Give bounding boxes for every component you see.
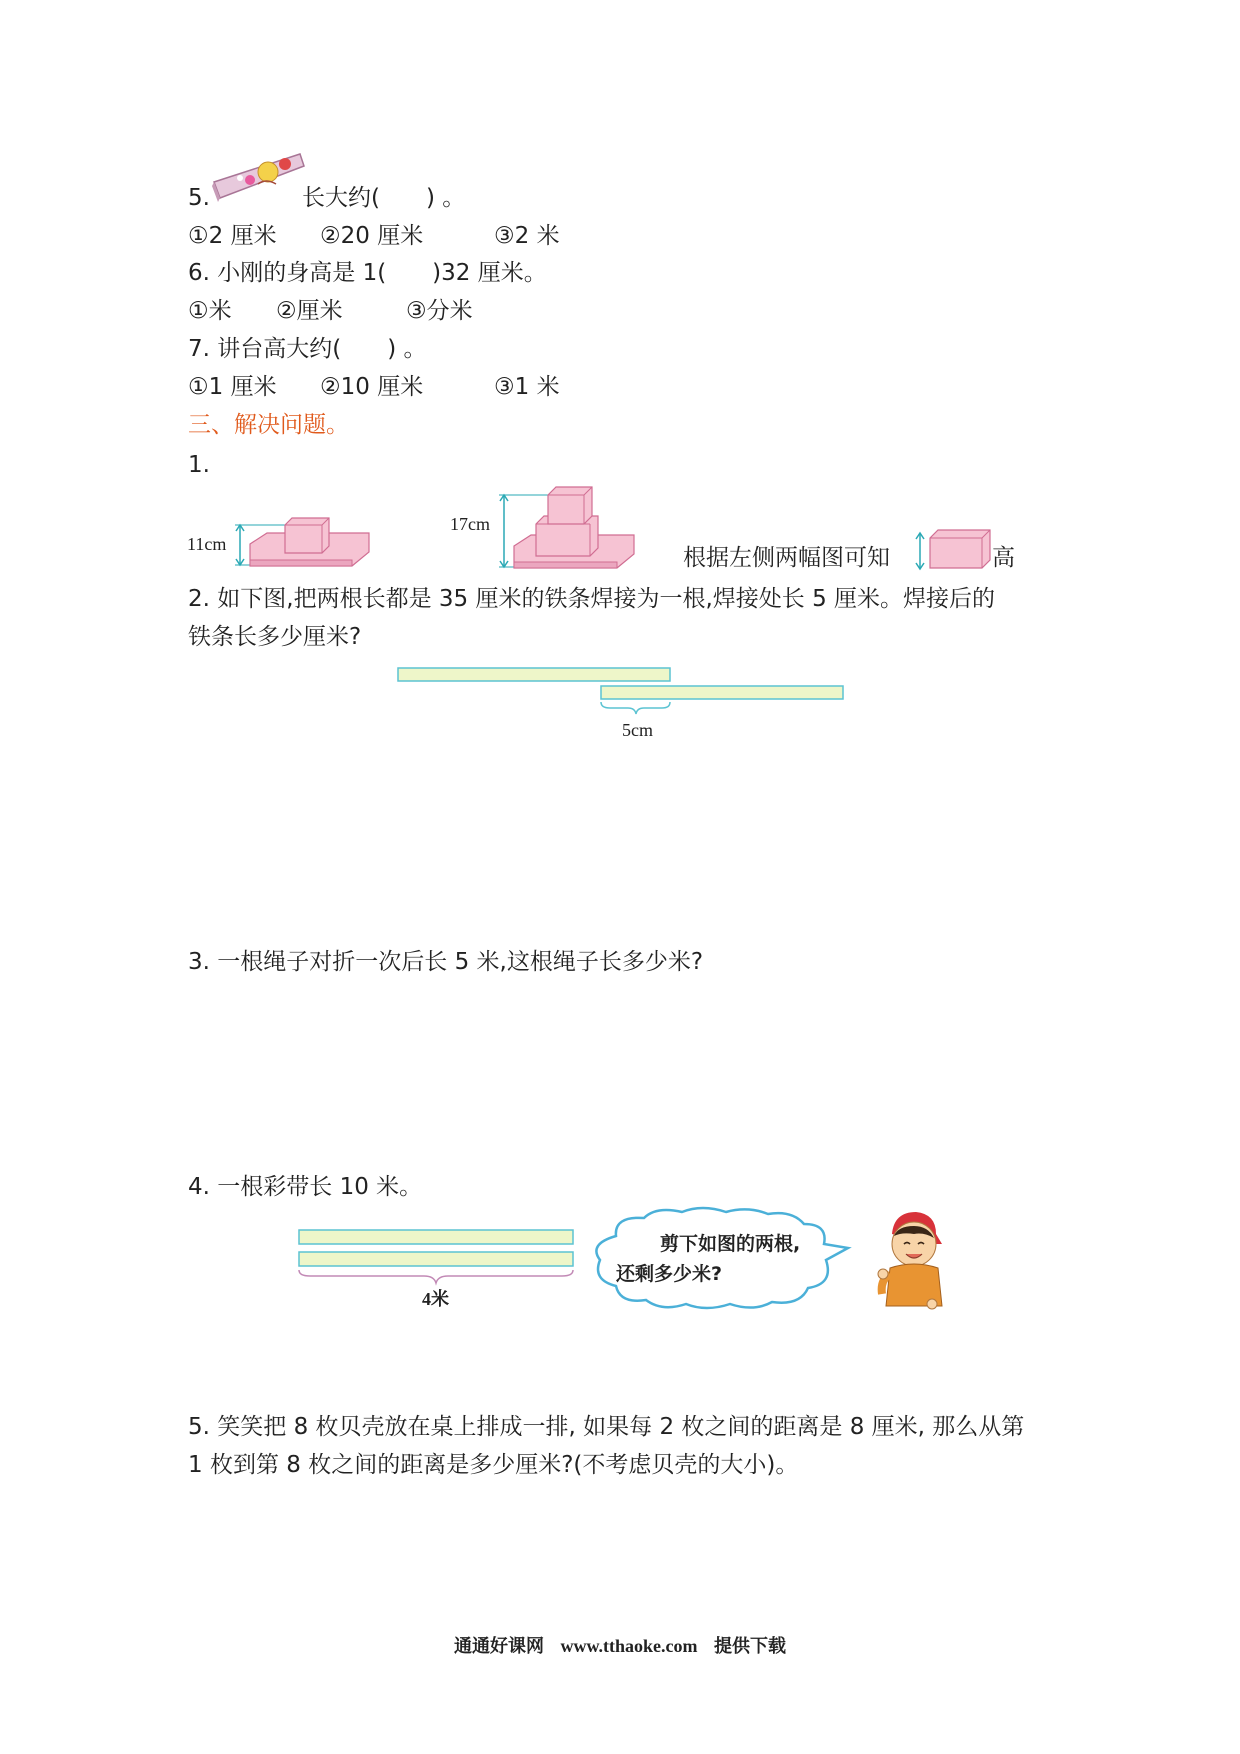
ribbon-piece-1 <box>299 1230 573 1244</box>
q5-number: 5. <box>188 185 210 211</box>
page-footer <box>0 1632 1240 1658</box>
q6-option-1: ①米 <box>188 298 232 324</box>
iron-bar-1 <box>398 668 670 681</box>
p4-ribbon-figure <box>296 1226 580 1310</box>
cloud-line-2: 还剩多少米? <box>616 1263 723 1285</box>
p1-text: 根据左侧两幅图可知 <box>683 545 890 571</box>
q5-option-2: ②20 厘米 <box>320 223 424 249</box>
q5-option-3: ③2 米 <box>494 223 560 249</box>
q6-option-2: ②厘米 <box>276 298 343 324</box>
p5-line1: 5. 笑笑把 8 枚贝壳放在桌上排成一排, 如果每 2 枚之间的距离是 8 厘米, 那么从第 <box>188 1414 1025 1440</box>
iron-bar-2 <box>601 686 843 699</box>
footer-url[interactable]: www.tthaoke.com <box>560 1636 698 1656</box>
p5-line2: 1 枚到第 8 枚之间的距离是多少厘米?(不考虑贝壳的大小)。 <box>188 1452 799 1478</box>
p1-number: 1. <box>188 452 210 478</box>
q7-option-1: ①1 厘米 <box>188 374 277 400</box>
overlap-brace <box>601 702 670 714</box>
brace-label: 4米 <box>422 1289 449 1309</box>
q6-stem: 6. 小刚的身高是 1( )32 厘米。 <box>188 260 547 286</box>
cloud-line-1: 剪下如图的两根, <box>660 1233 801 1255</box>
section-title: 三、解决问题。 <box>188 412 349 438</box>
p1-tail: 高 <box>992 545 1015 571</box>
q7-option-2: ②10 厘米 <box>320 374 424 400</box>
q7-stem: 7. 讲台高大约( ) 。 <box>188 336 427 362</box>
p1-label-17cm: 17cm <box>450 514 490 534</box>
footer-site: 通通好课网 <box>454 1636 544 1656</box>
p1-small-block <box>908 526 992 572</box>
p1-figure-left <box>185 500 375 572</box>
p4-text: 4. 一根彩带长 10 米。 <box>188 1174 423 1200</box>
pencil-box-image <box>210 148 306 204</box>
p2-line2: 铁条长多少厘米? <box>188 624 362 650</box>
ribbon-brace <box>299 1270 573 1283</box>
footer-suffix: 提供下载 <box>714 1636 786 1656</box>
q7-option-3: ③1 米 <box>494 374 560 400</box>
overlap-label: 5cm <box>622 720 653 740</box>
boy-character-image <box>876 1204 948 1316</box>
p2-iron-bars-figure <box>396 664 848 744</box>
q6-option-3: ③分米 <box>406 298 473 324</box>
p1-label-11cm: 11cm <box>187 534 227 554</box>
p3-text: 3. 一根绳子对折一次后长 5 米,这根绳子长多少米? <box>188 949 704 975</box>
q5-stem: 长大约( ) 。 <box>302 185 466 211</box>
ribbon-piece-2 <box>299 1252 573 1266</box>
p2-line1: 2. 如下图,把两根长都是 35 厘米的铁条焊接为一根,焊接处长 5 厘米。焊接后的 <box>188 586 996 612</box>
p4-speech-cloud <box>586 1206 852 1314</box>
q5-option-1: ①2 厘米 <box>188 223 277 249</box>
p1-figure-middle <box>448 478 640 574</box>
